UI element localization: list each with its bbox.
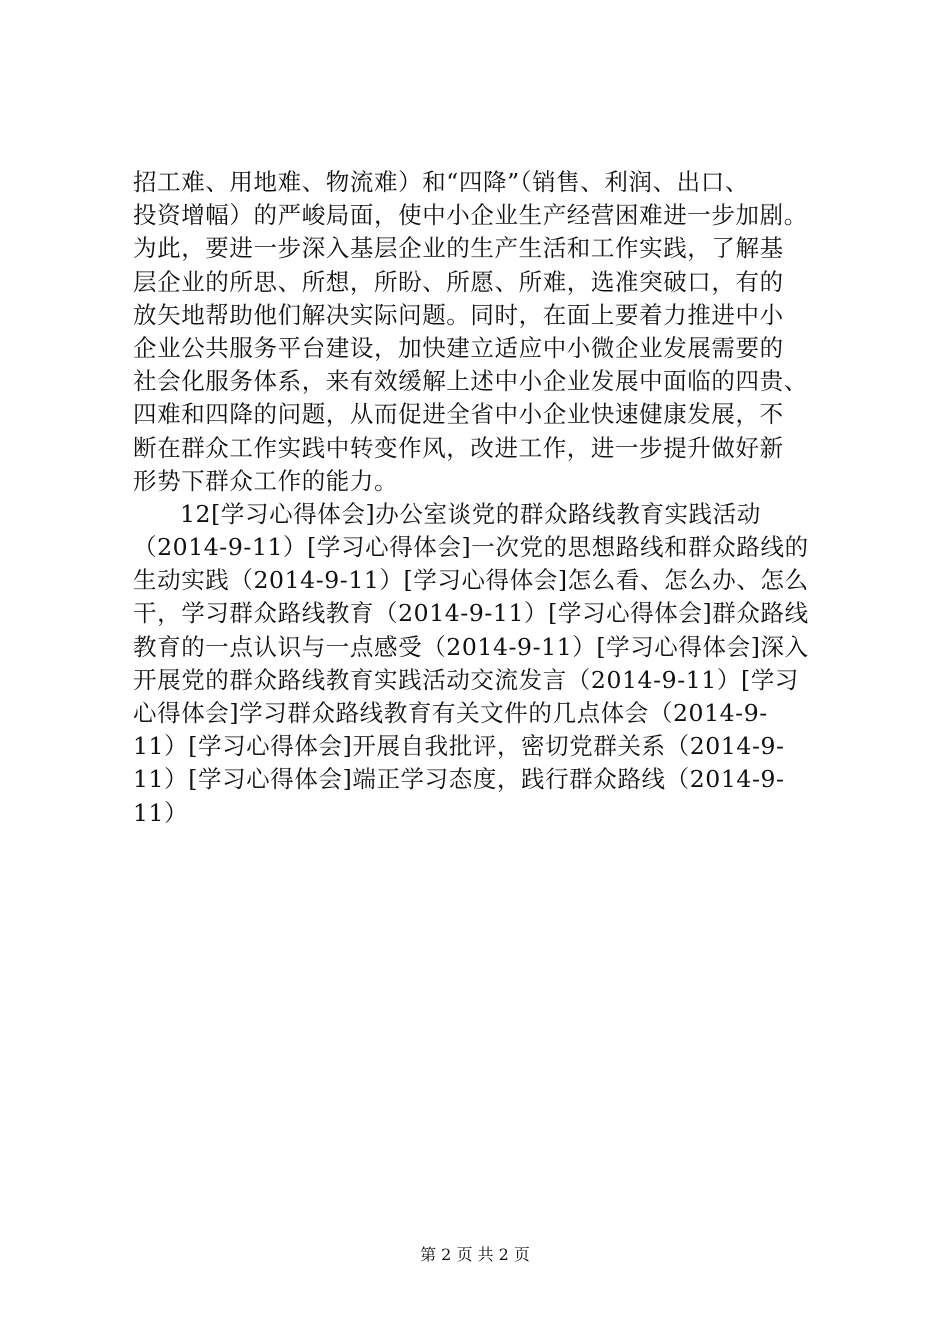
- text-line: （2014-9-11）[学习心得体会]一次党的思想路线和群众路线的: [133, 533, 809, 562]
- text-line: 四难和四降的问题，从而促进全省中小企业快速健康发展，不: [133, 400, 784, 429]
- text-line: 企业公共服务平台建设，加快建立适应中小微企业发展需要的: [133, 333, 784, 362]
- text-line: 社会化服务体系，来有效缓解上述中小企业发展中面临的四贵、: [133, 367, 808, 396]
- text-line: 11）[学习心得体会]端正学习态度，践行群众路线（2014-9-: [133, 765, 785, 794]
- paragraph-1: [133, 166, 833, 498]
- text-line: 11）[学习心得体会]开展自我批评，密切党群关系（2014-9-: [133, 732, 785, 761]
- text-line: 11）: [133, 798, 189, 827]
- text-line: 为此，要进一步深入基层企业的生产生活和工作实践，了解基: [133, 234, 784, 263]
- text-line: 放矢地帮助他们解决实际问题。同时，在面上要着力推进中小: [133, 300, 784, 329]
- text-line: 断在群众工作实践中转变作风，改进工作，进一步提升做好新: [133, 433, 784, 462]
- text-line: 层企业的所思、所想，所盼、所愿、所难，选准突破口，有的: [133, 267, 784, 296]
- text-line: 12[学习心得体会]办公室谈党的群众路线教育实践活动: [180, 499, 761, 528]
- text-line: 心得体会]学习群众路线教育有关文件的几点体会（2014-9-: [133, 699, 768, 727]
- text-line: 教育的一点认识与一点感受（2014-9-11）[学习心得体会]深入: [133, 632, 809, 661]
- text-line: 开展党的群众路线教育实践活动交流发言（2014-9-11）[学习: [133, 665, 799, 694]
- text-line: 生动实践（2014-9-11）[学习心得体会]怎么看、怎么办、怎么: [133, 566, 809, 595]
- paragraph-2: [133, 498, 833, 830]
- document-body: [133, 166, 833, 830]
- text-line: 形势下群众工作的能力。: [133, 466, 399, 495]
- text-line: 干，学习群众路线教育（2014-9-11）[学习心得体会]群众路线: [133, 599, 809, 628]
- text-line: 招工难、用地难、物流难）和“四降”（销售、利润、出口、: [133, 168, 749, 196]
- page-number-footer: 第 2 页 共 2 页: [420, 1245, 530, 1264]
- text-line: 投资增幅）的严峻局面，使中小企业生产经营困难进一步加剧。: [133, 201, 808, 230]
